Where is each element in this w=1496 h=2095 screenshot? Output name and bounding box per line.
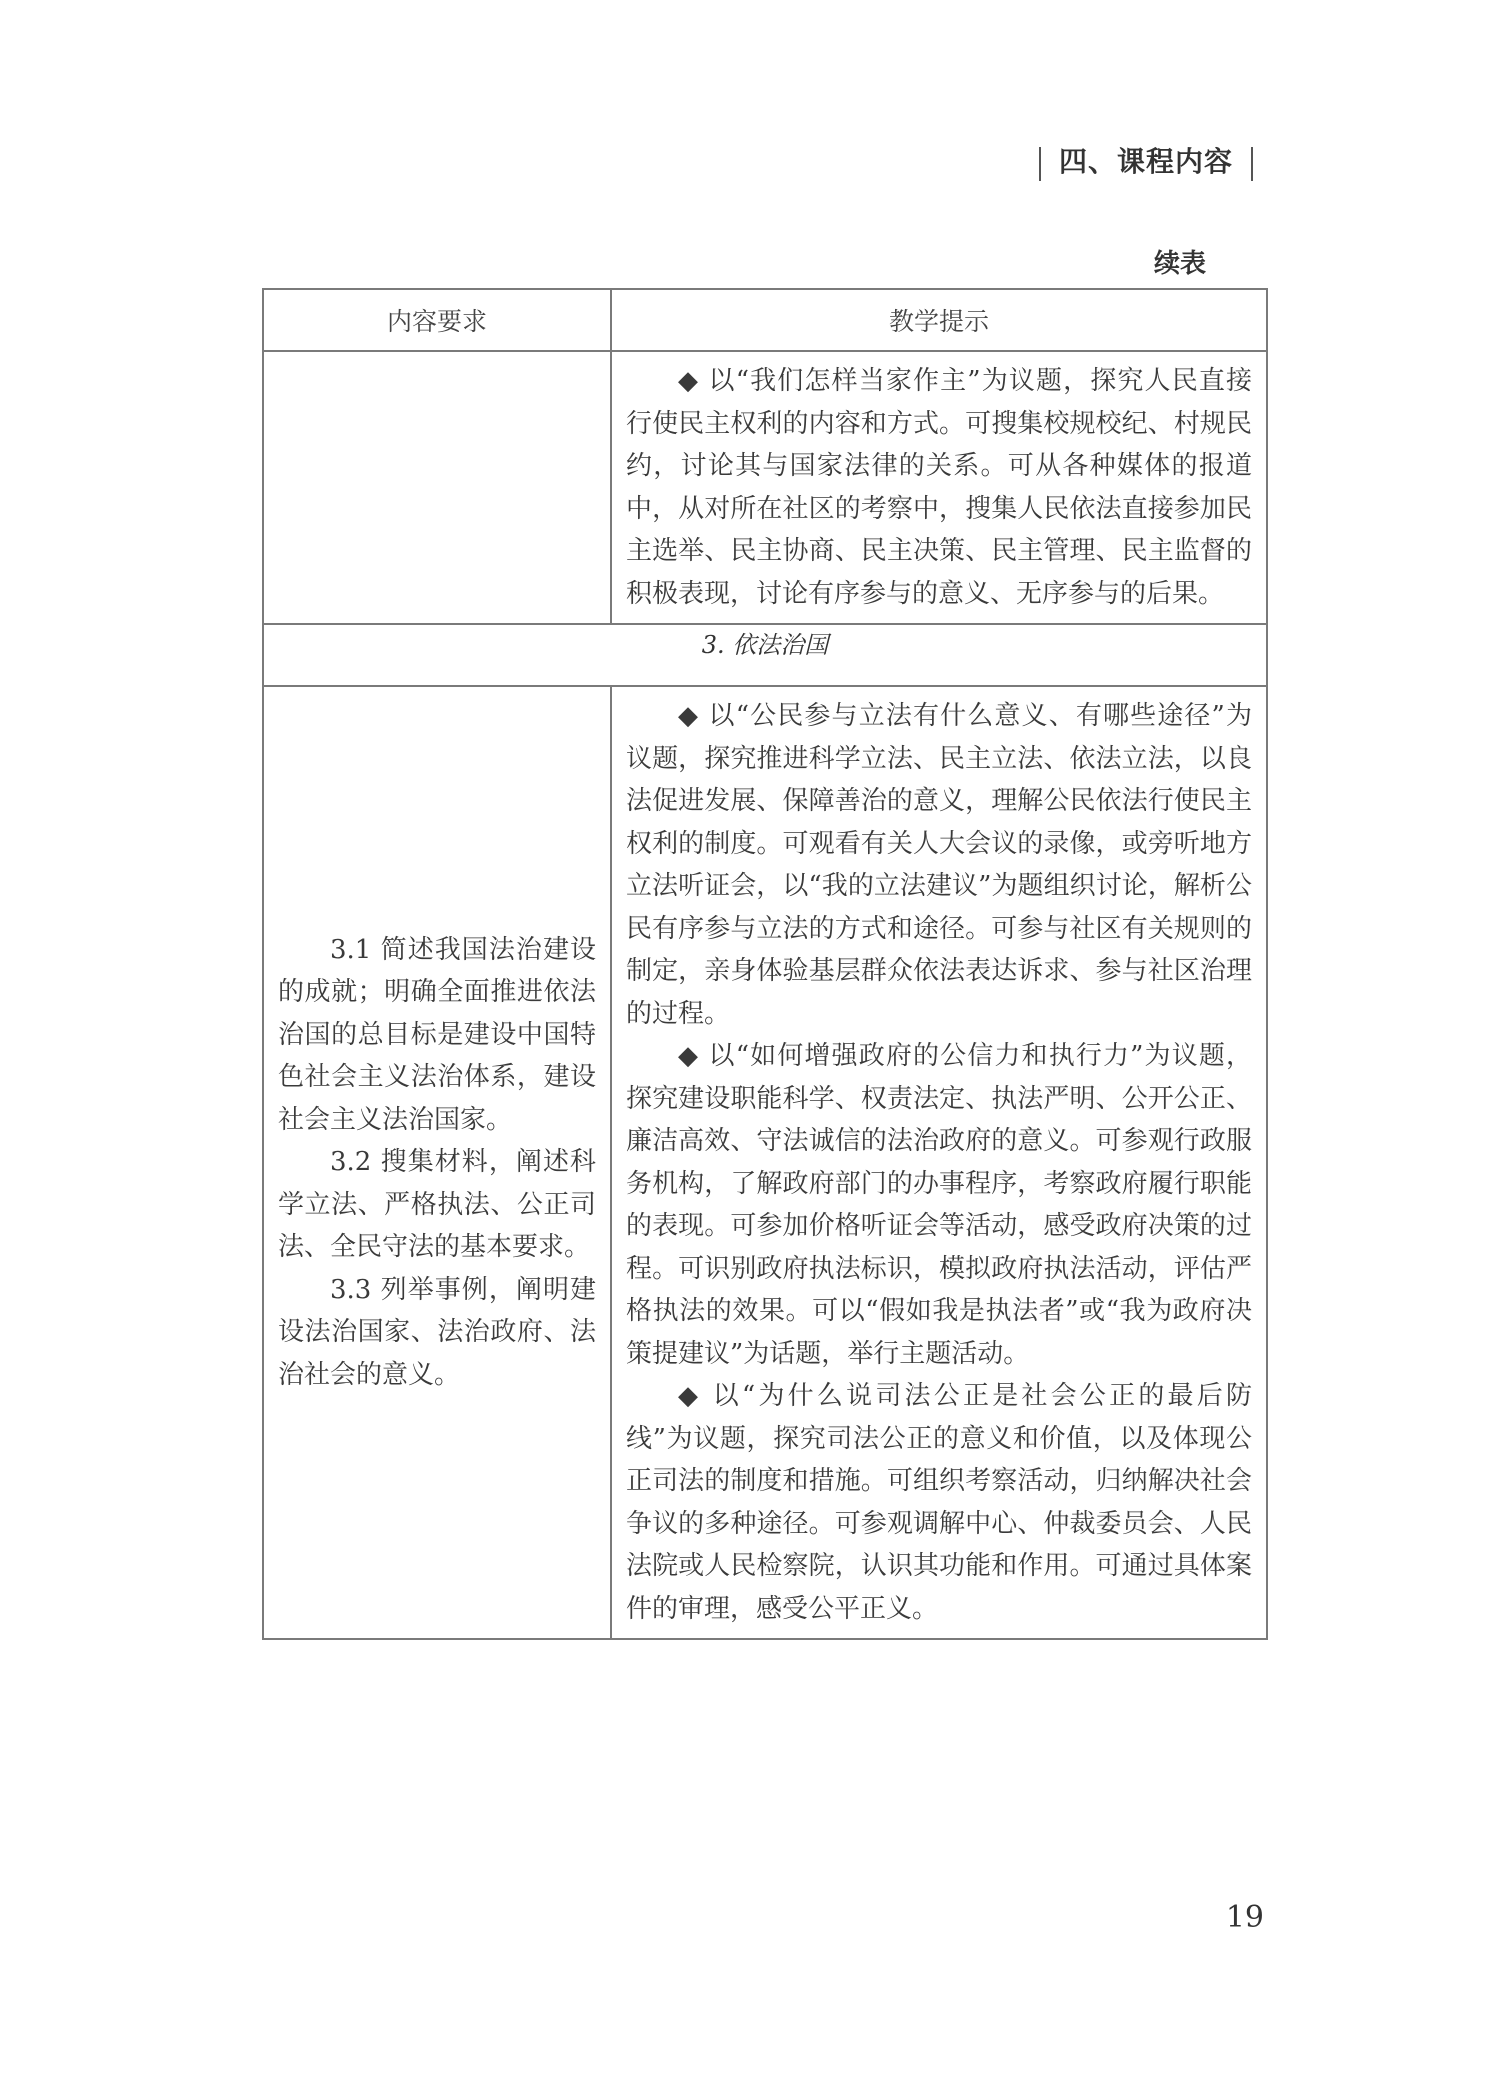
col-header-content-requirements: 内容要求	[263, 289, 611, 351]
chapter-header	[1021, 140, 1271, 181]
table-header-row	[263, 289, 1267, 351]
col-header-teaching-tips: 教学提示	[611, 289, 1267, 351]
row2-right-cell	[611, 686, 1267, 1639]
header-left-bar	[1039, 147, 1041, 181]
page-number: 19	[1225, 1900, 1264, 1935]
table-row	[263, 686, 1267, 1639]
header-right-bar	[1251, 147, 1253, 181]
teaching-tip-paragraph: ◆ 以“如何增强政府的公信力和执行力”为议题，探究建设职能科学、权责法定、执法严明、公开公正、廉洁高效、守法诚信的法治政府的意义。可参观行政服务机构，了解政府部门的办事程序，考察政府履行职能的表现。可参加价格听证会等活动，感受政府决策的过程。可识别政府执法标识，模拟政府执法活动，评估严格执法的效果。可以“假如我是执法者”或“我为政府决策提建议”为话题，举行主题活动。	[626, 1041, 1252, 1369]
section-title: 3. 依法治国	[263, 624, 1267, 686]
curriculum-table	[262, 288, 1268, 1640]
section-title-row	[263, 624, 1267, 686]
content-requirement-3-3: 3.3 列举事例，阐明建设法治国家、法治政府、法治社会的意义。	[278, 1274, 596, 1390]
row1-right-cell	[611, 351, 1267, 624]
row2-left-cell	[263, 686, 611, 1639]
content-requirement-3-2: 3.2 搜集材料，阐述科学立法、严格执法、公正司法、全民守法的基本要求。	[278, 1147, 596, 1263]
chapter-title: 四、课程内容	[1058, 145, 1233, 178]
continued-label: 续表	[1153, 249, 1206, 279]
table-row	[263, 351, 1267, 624]
content-requirement-3-1: 3.1 简述我国法治建设的成就；明确全面推进依法治国的总目标是建设中国特色社会主义法治体系，建设社会主义法治国家。	[278, 934, 596, 1135]
row1-left-cell	[263, 351, 611, 624]
teaching-tip-paragraph: ◆ 以“我们怎样当家作主”为议题，探究人民直接行使民主权利的内容和方式。可搜集校规校纪、村规民约，讨论其与国家法律的关系。可从各种媒体的报道中，从对所在社区的考察中，搜集人民依法直接参加民主选举、民主协商、民主决策、民主管理、民主监督的积极表现，讨论有序参与的意义、无序参与的后果。	[626, 366, 1252, 609]
teaching-tip-paragraph: ◆ 以“为什么说司法公正是社会公正的最后防线”为议题，探究司法公正的意义和价值，以及体现公正司法的制度和措施。可组织考察活动，归纳解决社会争议的多种途径。可参观调解中心、仲裁委员会、人民法院或人民检察院，认识其功能和作用。可通过具体案件的审理，感受公平正义。	[626, 1381, 1252, 1624]
teaching-tip-paragraph: ◆ 以“公民参与立法有什么意义、有哪些途径”为议题，探究推进科学立法、民主立法、依法立法，以良法促进发展、保障善治的意义，理解公民依法行使民主权利的制度。可观看有关人大会议的录像，或旁听地方立法听证会，以“我的立法建议”为题组织讨论，解析公民有序参与立法的方式和途径。可参与社区有关规则的制定，亲身体验基层群众依法表达诉求、参与社区治理的过程。	[626, 701, 1252, 1029]
